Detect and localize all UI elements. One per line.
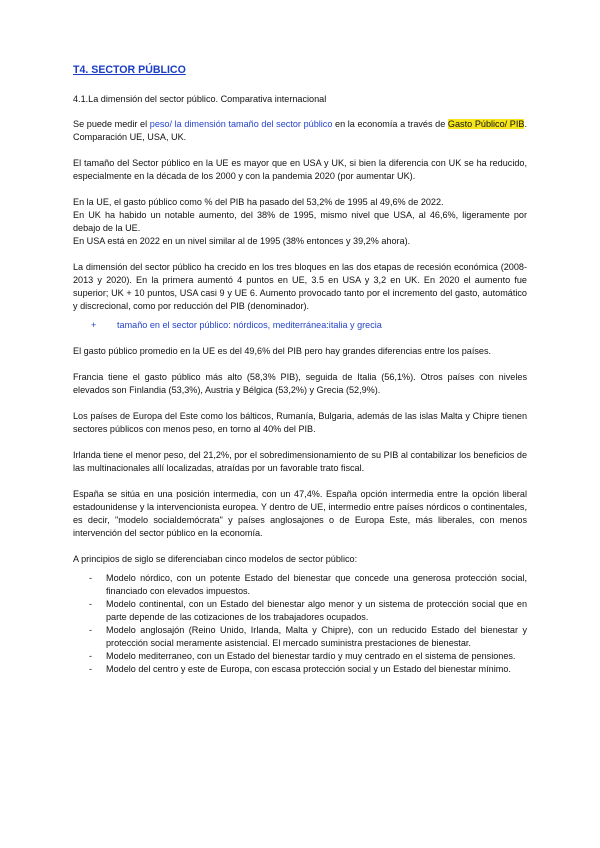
paragraph-spending-data xyxy=(73,196,527,248)
line-ue: En la UE, el gasto público como % del PIB ha pasado del 53,2% de 1995 al 49,6% de 2022. xyxy=(73,197,444,207)
list-item-text: Modelo anglosajón (Reino Unido, Irlanda, Malta y Chipre), con un reducido Estado del bienestar y protección social meramente asistencial. El mercado suministra prestaciones de bienestar. xyxy=(106,625,527,648)
paragraph-size-comparison: El tamaño del Sector público en la UE es mayor que en USA y UK, si bien la diferencia con UK se ha reducido, especialmente en la década de los 2000 y con la pandemia 2020 (por aumentar UK). xyxy=(73,158,527,181)
paragraph-ireland: Irlanda tiene el menor peso, del 21,2%, por el sobredimensionamiento de su PIB al contabilizar los beneficios de las multinacionales allí localizadas, atraídas por un favorable trato fiscal. xyxy=(73,450,527,473)
dash-bullet-icon: - xyxy=(89,664,93,674)
list-item-text: Modelo continental, con un Estado del bienestar algo menor y un sistema de protección social que en parte depende de las cotizaciones de los trabajadores ocupados. xyxy=(106,599,527,622)
list-item-text: Modelo mediterraneo, con un Estado del bienestar tardío y muy centrado en el sistema de pensiones. xyxy=(106,651,516,661)
list-item xyxy=(73,650,527,663)
dash-bullet-icon: - xyxy=(89,599,93,609)
document-title: T4. SECTOR PÚBLICO xyxy=(73,64,186,76)
list-item-text: Modelo del centro y este de Europa, con escasa protección social y un Estado del bienestar mínimo. xyxy=(106,664,511,674)
list-item xyxy=(73,598,527,624)
line-usa: En USA está en 2022 en un nivel similar al de 1995 (38% entonces y 39,2% ahora). xyxy=(73,236,411,246)
list-item xyxy=(73,572,527,598)
line-uk: En UK ha habido un notable aumento, del 38% de 1995, mismo nivel que USA, al 46,6%, ligeramente por debajo de la UE. xyxy=(73,210,527,233)
section-heading: 4.1.La dimensión del sector público. Comparativa internacional xyxy=(73,94,327,104)
paragraph-spain: España se sitúa en una posición intermedia, con un 47,4%. España opción intermedia entre la opción liberal estadounidense y la intervencionista europea. Y dentro de UE, intermedio entre países nórdicos o continentales, es decir, "modelo socialdemócrata" y países anglosajones o de Europa Este, más liberales, con menos intervención del sector público en la economía. xyxy=(73,489,527,538)
list-item xyxy=(73,624,527,650)
plus-bullet-text: tamaño en el sector público: nórdicos, mediterránea:italia y grecia xyxy=(117,320,382,330)
models-list xyxy=(73,572,527,676)
list-item xyxy=(73,663,527,676)
dash-bullet-icon: - xyxy=(89,625,93,635)
highlighted-term-blue: peso/ la dimensión tamaño del sector público xyxy=(149,119,333,129)
paragraph-text: . Comparación UE, USA, UK. xyxy=(73,119,527,142)
paragraph-text: en la economía a través de xyxy=(332,119,448,129)
highlighted-term-yellow: Gasto Público/ PIB xyxy=(447,119,525,129)
paragraph-text: Se puede medir el xyxy=(73,119,150,129)
list-item-text: Modelo nórdico, con un potente Estado del bienestar que concede una generosa protección social, financiado con elevados impuestos. xyxy=(106,573,527,596)
document-page xyxy=(73,64,527,676)
paragraph-eu-average: El gasto público promedio en la UE es del 49,6% del PIB pero hay grandes diferencias entre los países. xyxy=(73,346,492,356)
plus-bullet-icon: + xyxy=(91,320,97,330)
plus-bullet-note xyxy=(73,319,527,332)
dash-bullet-icon: - xyxy=(89,573,93,583)
paragraph-models-intro: A principios de siglo se diferenciaban cinco modelos de sector público: xyxy=(73,554,358,564)
paragraph-eastern-europe: Los países de Europa del Este como los bálticos, Rumanía, Bulgaria, además de las islas Malta y Chipre tienen sectores públicos con menos peso, en torno al 40% del PIB. xyxy=(73,411,527,434)
paragraph-france-italy: Francia tiene el gasto público más alto (58,3% PIB), seguida de Italia (56,1%). Otros países con niveles elevados son Finlandia (53,3%), Austria y Bélgica (53,2%) y Grecia (52,9%). xyxy=(73,372,527,395)
paragraph-recession-growth: La dimensión del sector público ha crecido en los tres bloques en las dos etapas de recesión económica (2008-2013 y 2020). En la primera aumentó 4 puntos en UE, 3.5 en USA y 3,2 en UK. En 2020 el aumento fue superior; UK + 10 puntos, USA casi 9 y UE 6. Aumento provocado tanto por el incremento del gasto, automático y discrecional, como por reducción del PIB (denominador). xyxy=(73,262,527,311)
dash-bullet-icon: - xyxy=(89,651,93,661)
paragraph-measure xyxy=(73,118,527,144)
